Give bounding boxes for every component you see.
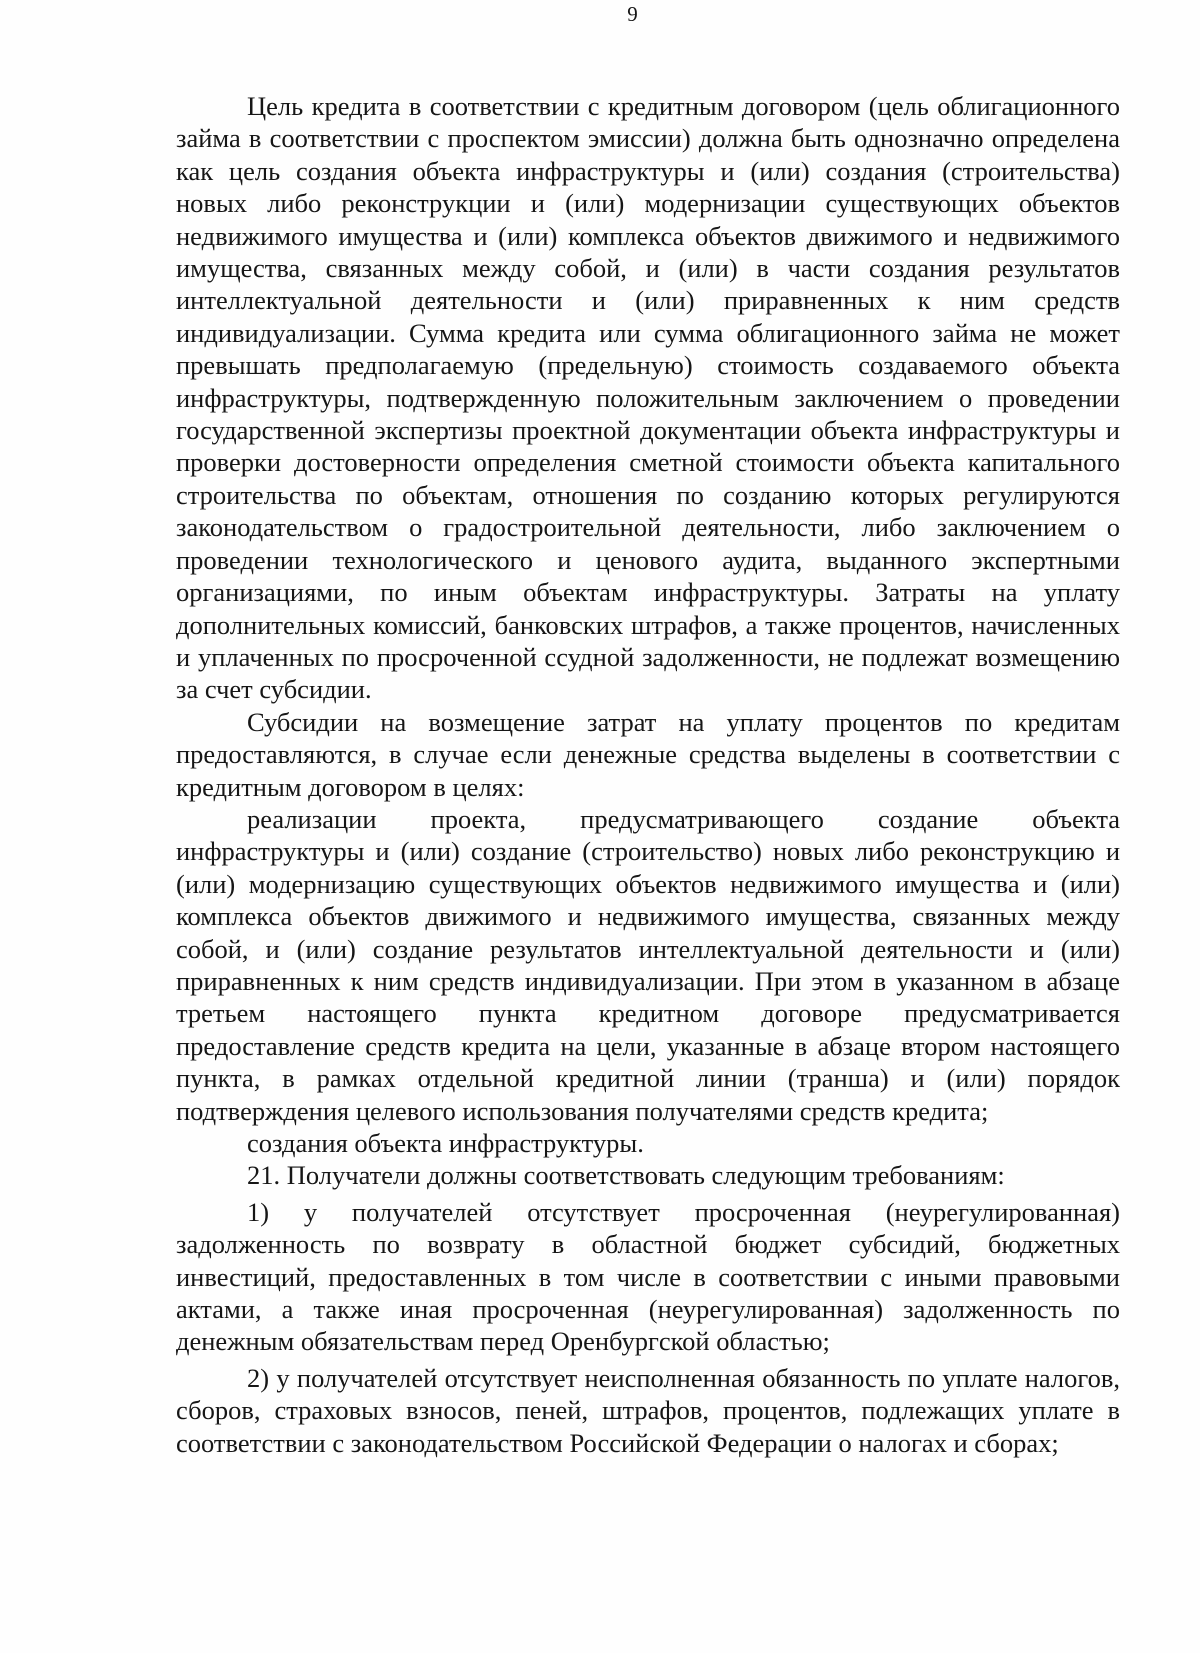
paragraph-loan-purpose: Цель кредита в соответствии с кредитным договором (цель облигационного займа в соответствии с проспектом эмиссии) должна быть однозначно определена как цель создания объекта инфраструктуры и (или) создания (строительства) новых либо реконструкции и (или) модернизации существующих объектов недвижимого имущества и (или) комплекса объектов движимого и недвижимого имущества, связанных между собой, и (или) в части создания результатов интеллектуальной деятельности и (или) приравненных к ним средств индивидуализации. Сумма кредита или сумма облигационного займа не может превышать предполагаемую (предельную) стоимость создаваемого объекта инфраструктуры, подтвержденную положительным заключением о проведении государственной экспертизы проектной документации объекта инфраструктуры и проверки достоверности определения сметной стоимости объекта капитального строительства по объектам, отношения по созданию которых регулируются законодательством о градостроительной деятельности, либо заключением о проведении технологического и ценового аудита, выданного экспертными организациями, по иным объектам инфраструктуры. Затраты на уплату дополнительных комиссий, банковских штрафов, а также процентов, начисленных и уплаченных по просроченной ссудной задолженности, не подлежат возмещению за счет субсидии. (176, 91, 1120, 705)
paragraph-item-21: 21. Получатели должны соответствовать следующим требованиям: (247, 1160, 1005, 1191)
document-body (176, 90, 1120, 1459)
paragraph-infrastructure-creation: создания объекта инфраструктуры. (247, 1128, 644, 1158)
paragraph-subsidy-conditions: Субсидии на возмещение затрат на уплату процентов по кредитам предоставляются, в случае если денежные средства выделены в соответствии с кредитным договором в целях: (176, 706, 1120, 802)
paragraph-requirement-1: 1) у получателей отсутствует просроченная (неурегулированная) задолженность по возврату в областной бюджет субсидий, бюджетных инвестиций, предоставленных в том числе в соответствии с иными правовыми актами, а также иная просроченная (неурегулированная) задолженность по денежным обязательствам перед Оренбургской областью; (176, 1196, 1120, 1357)
paragraph-requirement-2: 2) у получателей отсутствует неисполненная обязанность по уплате налогов, сборов, страховых взносов, пеней, штрафов, процентов, подлежащих уплате в соответствии с законодательством Российской Федерации о налогах и сборах; (176, 1362, 1120, 1458)
page-number: 9 (627, 2, 638, 26)
paragraph-project-implementation: реализации проекта, предусматривающего создание объекта инфраструктуры и (или) создание (строительство) новых либо реконструкцию и (или) модернизацию существующих объектов недвижимого имущества и (или) комплекса объектов движимого и недвижимого имущества, связанных между собой, и (или) создание результатов интеллектуальной деятельности и (или) приравненных к ним средств индивидуализации. При этом в указанном в абзаце третьем настоящего пункта кредитном договоре предусматривается предоставление средств кредита на цели, указанные в абзаце втором настоящего пункта, в рамках отдельной кредитной линии (транша) и (или) порядок подтверждения целевого использования получателями средств кредита; (176, 803, 1120, 1126)
